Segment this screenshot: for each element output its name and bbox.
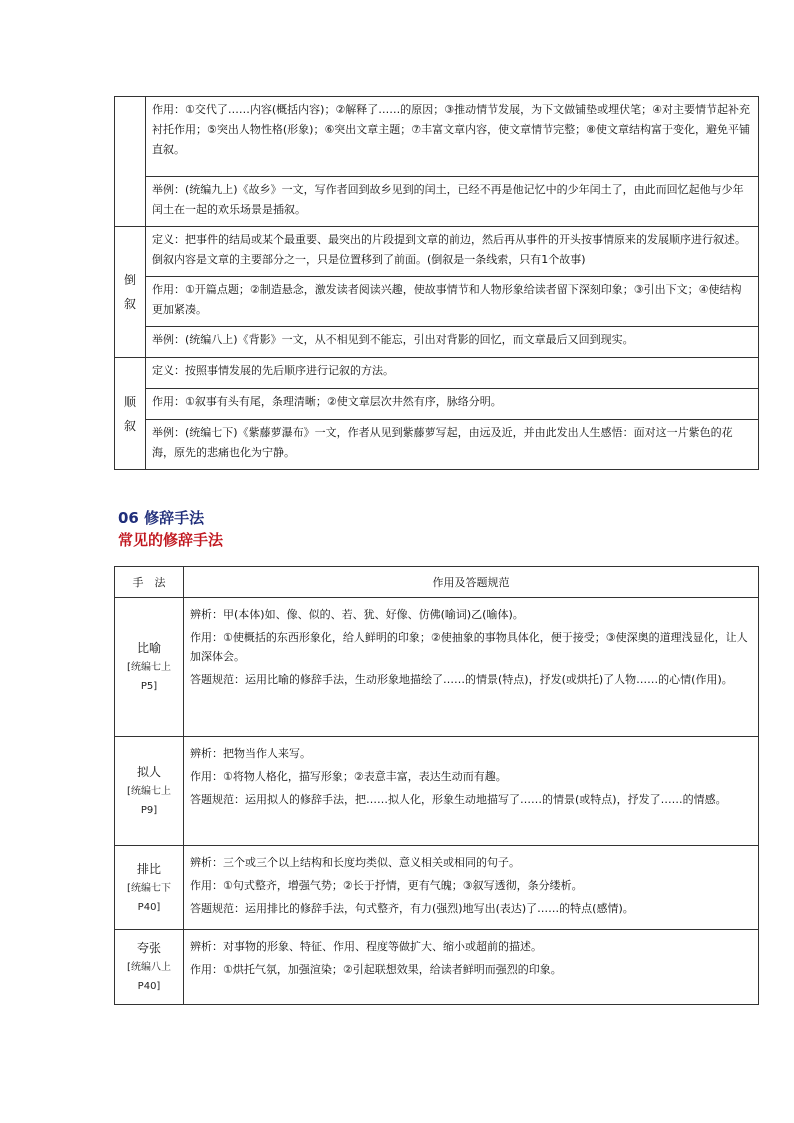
insertion-example-cell: [146, 177, 759, 227]
analysis-text: 辨析：对事物的形象、特征、作用、程度等做扩大、缩小或超前的描述。: [190, 940, 542, 953]
table-row: [115, 737, 759, 846]
table-row: [115, 930, 759, 1005]
answer-text: 答题规范：运用拟人的修辞手法，把……拟人化，形象生动地描写了……的情景(或特点)，抒发了……的情感。: [190, 793, 727, 806]
method-ref: [统编八上: [127, 962, 171, 973]
analysis-text: 辨析：甲(本体)如、像、似的、若、犹、好像、仿佛(喻词)乙(喻体)。: [190, 608, 524, 621]
method-name-cell: [115, 598, 184, 737]
flashback-definition-text: 定义：把事件的结局或某个最重要、最突出的片段提到文章的前边，然后再从事件的开头按事情原来的发展顺序进行叙述。倒叙内容是文章的主要部分之一，只是位置移到了前面。(倒叙是一条线索，只有1个故事): [152, 233, 746, 266]
table-row: [115, 358, 759, 389]
analysis-text: 辨析：三个或三个以上结构和长度均类似、意义相关或相同的句子。: [190, 856, 520, 869]
chronological-label-1: 顺: [123, 394, 136, 409]
answer-text: 答题规范：运用排比的修辞手法，句式整齐，有力(强烈)地写出(表达)了……的特点(感情)。: [190, 902, 634, 915]
method-content-cell: [184, 846, 759, 930]
method-name: 夸张: [136, 941, 161, 955]
method-name: 比喻: [136, 641, 161, 655]
table-row: [115, 389, 759, 420]
flashback-definition-cell: [146, 227, 759, 277]
method-name-cell: [115, 930, 184, 1005]
method-name-cell: [115, 737, 184, 846]
header-usage-cell: [184, 567, 759, 598]
method-ref-page: P40]: [137, 981, 161, 992]
method-ref-page: P9]: [140, 805, 158, 816]
flashback-example-text: 举例：(统编八上)《背影》一文，从不相见到不能忘，引出对背影的回忆，而文章最后又回到现实。: [152, 333, 634, 346]
method-name-cell: [115, 846, 184, 930]
chronological-definition-text: 定义：按照事情发展的先后顺序进行记叙的方法。: [152, 364, 394, 377]
chronological-function-text: 作用：①叙事有头有尾，条理清晰；②使文章层次井然有序，脉络分明。: [152, 395, 502, 408]
table-row: [115, 327, 759, 358]
method-content-cell: [184, 930, 759, 1005]
function-text: 作用：①使概括的东西形象化，给人鲜明的印象；②使抽象的事物具体化，便于接受；③使深奥的道理浅显化，让人加深体会。: [190, 631, 748, 663]
table-row: [115, 97, 759, 177]
chronological-example-text: 举例：(统编七下)《紫藤萝瀑布》一文，作者从见到紫藤萝写起，由远及近，并由此发出人生感悟：面对这一片紫色的花海，原先的悲痛也化为宁静。: [152, 426, 733, 459]
flashback-function-cell: [146, 277, 759, 327]
row-label-cell: [115, 97, 146, 227]
chronological-label-cell: [115, 358, 146, 470]
flashback-function-text: 作用：①开篇点题；②制造悬念，激发读者阅读兴趣，使故事情节和人物形象给读者留下深刻印象；③引出下文；④使结构更加紧凑。: [152, 283, 742, 316]
chronological-function-cell: [146, 389, 759, 420]
method-content-cell: [184, 598, 759, 737]
chronological-label-2: 叙: [123, 418, 136, 433]
rhetoric-table: [114, 566, 759, 1005]
method-name: 拟人: [136, 765, 161, 779]
flashback-label-2: 叙: [123, 297, 136, 311]
analysis-text: 辨析：把物当作人来写。: [190, 747, 311, 760]
insertion-function-cell: [146, 97, 759, 177]
method-ref: [统编七上: [127, 786, 171, 797]
insertion-example-text: 举例：(统编九上)《故乡》一文，写作者回到故乡见到的闰土，已经不再是他记忆中的少年闰土了，由此而回忆起他与少年闰土在一起的欢乐场景是插叙。: [152, 183, 744, 216]
section-title: 06 修辞手法: [118, 509, 205, 527]
function-text: 作用：①将物人格化，描写形象；②表意丰富，表达生动而有趣。: [190, 770, 507, 783]
insertion-function-text: 作用：①交代了……内容(概括内容)；②解释了……的原因；③推动情节发展，为下文做铺垫或埋伏笔；④对主要情节起补充衬托作用；⑤突出人物性格(形象)；⑥突出文章主题；⑦丰富文章内容，使文章情节完整；⑧使文章结构富于变化，避免平铺直叙。: [152, 103, 751, 156]
method-ref: [统编七下: [127, 882, 171, 894]
table-row: [115, 177, 759, 227]
chronological-example-cell: [146, 420, 759, 470]
method-ref: [统编七上: [127, 662, 171, 673]
method-ref-page: P5]: [140, 681, 158, 692]
table-row: [115, 846, 759, 930]
table-row: [115, 227, 759, 277]
flashback-example-cell: [146, 327, 759, 358]
function-text: 作用：①句式整齐，增强气势；②长于抒情，更有气魄；③叙写透彻，条分缕析。: [190, 879, 583, 892]
chronological-definition-cell: [146, 358, 759, 389]
function-text: 作用：①烘托气氛，加强渲染；②引起联想效果，给读者鲜明而强烈的印象。: [190, 963, 562, 976]
table-header-row: [115, 567, 759, 598]
narrative-methods-table: [114, 96, 759, 470]
table-row: [115, 277, 759, 327]
method-ref-page: P40]: [137, 901, 161, 913]
table-row: [115, 420, 759, 470]
answer-text: 答题规范：运用比喻的修辞手法，生动形象地描绘了……的情景(特点)，抒发(或烘托)了人物……的心情(作用)。: [190, 673, 733, 686]
section-subtitle: 常见的修辞手法: [118, 531, 224, 549]
header-method-cell: [115, 567, 184, 598]
flashback-label-1: 倒: [123, 273, 136, 287]
method-content-cell: [184, 737, 759, 846]
flashback-label-cell: [115, 227, 146, 358]
table-row: [115, 598, 759, 737]
method-name: 排比: [136, 861, 161, 876]
header-usage: 作用及答题规范: [432, 576, 510, 589]
header-method: 手 法: [132, 576, 166, 589]
